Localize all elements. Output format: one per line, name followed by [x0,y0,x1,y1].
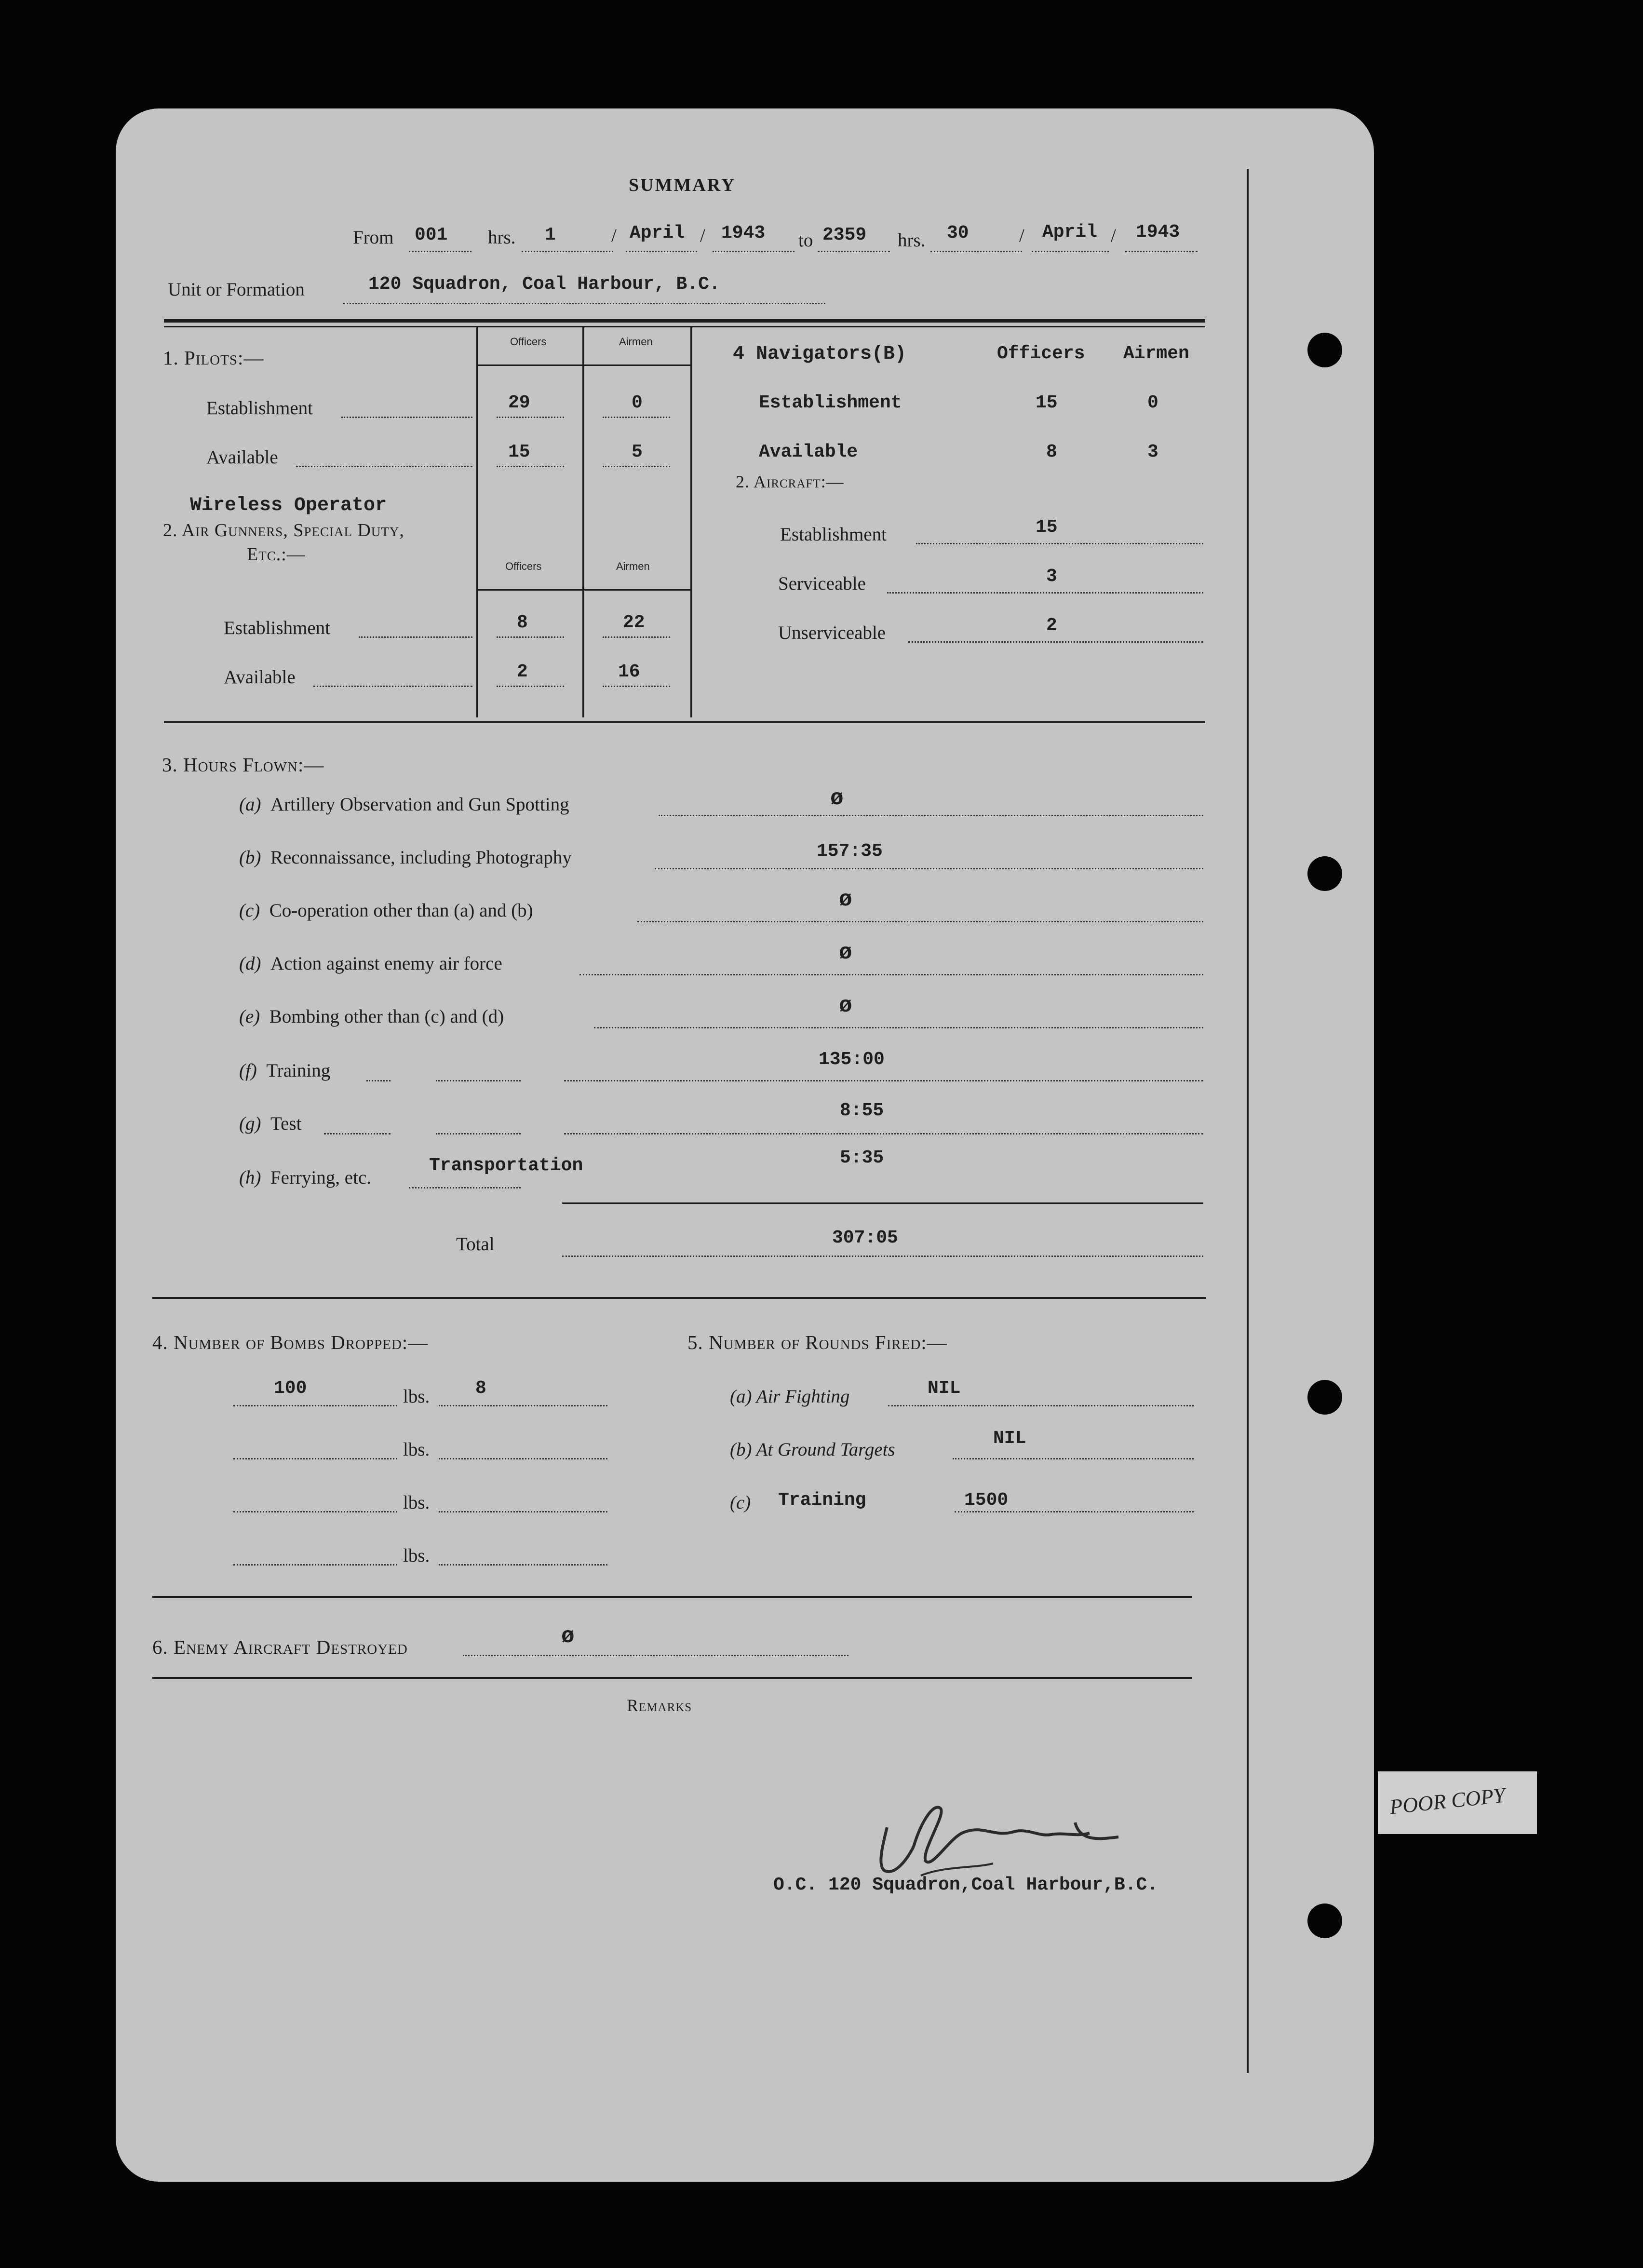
air-fighting-label: (a) Air Fighting [730,1386,850,1407]
leader-line [366,1080,391,1081]
enemy-heading: 6. Enemy Aircraft Destroyed [152,1636,408,1658]
leader-line [655,868,1203,869]
enemy-value: ø [561,1624,575,1649]
leader-line [953,1458,1194,1459]
to-time-line [818,251,890,252]
leader-line [888,1405,1194,1406]
leader-line [955,1511,1194,1512]
leader-line [233,1564,397,1566]
air-gunners-heading: 2. Air Gunners, Special Duty, [163,520,404,540]
leader-line [497,686,564,687]
from-day: 1 [545,225,556,245]
air-gunners-establishment-airmen: 22 [623,612,645,633]
pilots-establishment-airmen: 0 [632,392,643,413]
leader-line [439,1564,607,1566]
air-gunners-officers-header: Officers [505,560,542,572]
lbs-label: lbs. [403,1492,430,1513]
navigators-officers-header: Officers [997,343,1085,364]
leader-line [233,1458,397,1459]
header-rule-thin [164,326,1205,327]
table-divider [690,326,692,717]
punch-hole [1307,1904,1342,1938]
leader-line [603,636,670,638]
pilots-available-airmen: 5 [632,442,643,462]
document-sheet [116,108,1374,2182]
bombs-row1-count: 8 [475,1378,486,1399]
leader-line [409,1187,521,1188]
leader-line [497,466,564,467]
total-label: Total [456,1234,495,1255]
hours-item: (d) Action against enemy air force [239,953,502,974]
margin-line [1247,169,1249,2073]
aircraft-establishment-label: Establishment [780,524,887,545]
total-value: 307:05 [832,1228,898,1248]
poor-copy-stamp: POOR COPY [1378,1771,1537,1834]
pilots-available-officers: 15 [508,442,530,462]
to-time: 2359 [822,225,867,245]
pilots-heading: 1. Pilots:— [163,347,264,369]
aircraft-serviceable-label: Serviceable [778,573,866,594]
hours-item: (h) Ferrying, etc. [239,1167,371,1188]
lbs-label: lbs. [403,1386,430,1407]
hours-value: ø [839,887,852,912]
navigators-available-airmen: 3 [1147,442,1158,462]
leader-line [233,1511,397,1512]
section-rule [164,721,1205,723]
to-year: 1943 [1136,222,1180,243]
leader-line [233,1405,397,1406]
to-month: April [1042,222,1098,243]
navigators-establishment-label: Establishment [759,392,902,413]
slash: / [700,225,705,246]
air-gunners-heading-etc: Etc.:— [247,544,306,565]
navigators-airmen-header: Airmen [1123,343,1189,364]
to-month-line [1032,251,1109,252]
hours-value: 135:00 [819,1049,885,1070]
leader-line [603,466,670,467]
ground-targets-label: (b) At Ground Targets [730,1439,895,1460]
to-day-line [930,251,1022,252]
lbs-label: lbs. [403,1439,430,1460]
leader-line [359,636,472,638]
leader-line [439,1458,607,1459]
navigators-establishment-officers: 15 [1036,392,1058,413]
signature-block: O.C. 120 Squadron,Coal Harbour,B.C. [773,1875,1158,1895]
air-gunners-establishment-officers: 8 [517,612,528,633]
aircraft-unserviceable: 2 [1046,615,1057,636]
leader-line [887,592,1203,594]
hours-item: (f) Training [239,1060,331,1081]
pilots-airmen-header: Airmen [619,336,653,348]
rounds-training-key: (c) [730,1492,751,1513]
rounds-training-label: Training [778,1490,866,1511]
hours-value: 5:35 [840,1148,884,1168]
table-subheader-rule [476,589,690,591]
unit-label: Unit or Formation [168,279,305,300]
air-gunners-available-airmen: 16 [618,662,640,682]
leader-line [324,1133,391,1134]
from-day-line [522,251,613,252]
hours-item: (b) Reconnaissance, including Photography [239,847,572,868]
navigators-heading: 4 Navigators(B) [733,343,907,365]
leader-line [637,921,1203,922]
table-divider [582,326,584,717]
hrs-label: hrs. [898,230,926,251]
leader-line [603,417,670,418]
navigators-establishment-airmen: 0 [1147,392,1158,413]
leader-line [659,815,1203,816]
rounds-heading: 5. Number of Rounds Fired:— [687,1331,947,1353]
page-title: SUMMARY [629,175,736,195]
section-rule [152,1596,1192,1598]
air-gunners-typed-heading: Wireless Operator [190,495,387,516]
header-rule [164,319,1205,323]
aircraft-unserviceable-label: Unserviceable [778,622,886,643]
air-gunners-airmen-header: Airmen [616,560,650,572]
punch-hole [1307,856,1342,891]
punch-hole [1307,1380,1342,1415]
pilots-officers-header: Officers [510,336,547,348]
table-divider [476,326,478,717]
lbs-label: lbs. [403,1545,430,1566]
from-year: 1943 [721,223,766,243]
leader-line [436,1080,521,1081]
pilots-establishment-label: Establishment [206,398,313,418]
punch-hole [1307,333,1342,367]
hours-item: (e) Bombing other than (c) and (d) [239,1006,504,1027]
leader-line [439,1405,607,1406]
slash: / [1019,225,1024,246]
air-gunners-establishment-label: Establishment [224,618,330,638]
from-year-line [713,251,795,252]
air-gunners-available-label: Available [224,667,296,688]
hours-item: (c) Co-operation other than (a) and (b) [239,900,533,921]
hours-item: (g) Test [239,1113,302,1134]
navigators-available-label: Available [759,442,858,462]
leader-line [916,543,1203,544]
bombs-row1-weight: 100 [274,1378,307,1399]
leader-line [497,417,564,418]
to-year-line [1125,251,1198,252]
rounds-training-value: 1500 [964,1490,1009,1511]
slash: / [611,225,617,246]
section-rule [152,1677,1192,1679]
hours-value: ø [839,993,852,1018]
leader-line [497,636,564,638]
leader-line [579,974,1203,975]
bombs-heading: 4. Number of Bombs Dropped:— [152,1331,429,1353]
pilots-establishment-officers: 29 [508,392,530,413]
to-label: to [798,230,813,251]
total-rule [562,1202,1203,1204]
hours-value: ø [839,940,852,965]
leader-line [296,466,472,467]
table-header-rule [476,364,690,366]
pilots-available-label: Available [206,447,278,468]
from-time: 001 [415,225,448,245]
leader-line [562,1256,1203,1257]
section-rule [152,1297,1206,1299]
hours-flown-heading: 3. Hours Flown:— [162,754,324,776]
hrs-label: hrs. [488,227,516,248]
from-month-line [626,251,697,252]
leader-line [341,417,472,418]
leader-line [564,1133,1203,1134]
leader-line [313,686,472,687]
aircraft-serviceable: 3 [1046,566,1057,587]
ground-targets-value: NIL [993,1428,1026,1449]
navigators-available-officers: 8 [1046,442,1057,462]
unit-line [343,303,825,304]
air-fighting-value: NIL [928,1378,961,1399]
hours-item: (a) Artillery Observation and Gun Spotting [239,794,569,815]
unit-value: 120 Squadron, Coal Harbour, B.C. [368,274,720,295]
from-time-line [409,251,471,252]
leader-line [436,1133,521,1134]
leader-line [463,1655,848,1656]
leader-line [564,1080,1203,1081]
hours-value: 8:55 [840,1100,884,1121]
remarks-heading: Remarks [627,1696,692,1715]
from-month: April [630,223,685,243]
leader-line [594,1027,1203,1028]
leader-line [908,641,1203,643]
aircraft-establishment: 15 [1036,517,1058,538]
aircraft-heading: 2. Aircraft:— [736,472,844,491]
leader-line [603,686,670,687]
leader-line [439,1511,607,1512]
ferrying-note: Transportation [429,1155,583,1176]
to-day: 30 [947,223,969,243]
hours-value: 157:35 [817,841,883,862]
slash: / [1111,225,1116,246]
from-label: From [353,227,394,248]
air-gunners-available-officers: 2 [517,662,528,682]
hours-value: ø [830,786,844,811]
